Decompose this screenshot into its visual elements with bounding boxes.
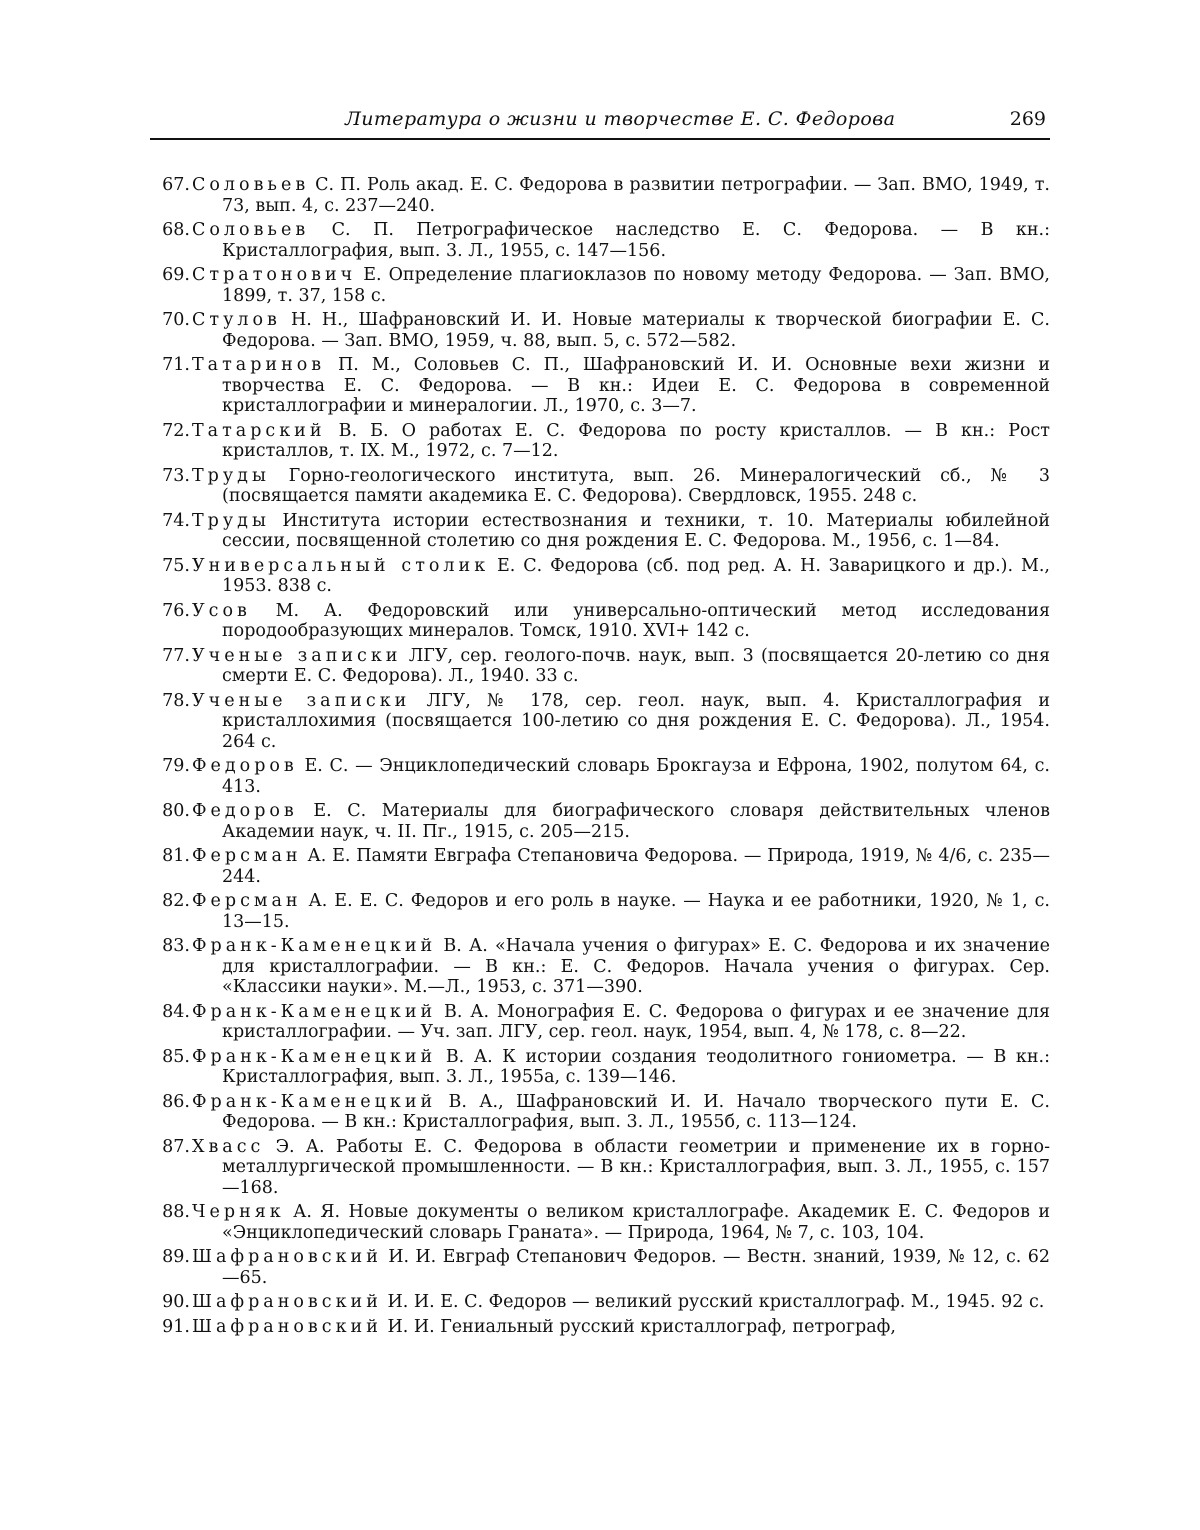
entry-citation: Горно-геологического института, вып. 26. Минералогический сб., № 3 (посвящается памяти академика Е. С. Федорова). Свердловск, 1955. 248 с. — [222, 465, 1050, 506]
entry-citation: Института истории естествознания и техники, т. 10. Материалы юбилейной сессии, посвященной столетию со дня рождения Е. С. Федорова. М., 1956, с. 1—84. — [222, 510, 1050, 551]
entry-author: Шафрановский — [192, 1316, 382, 1337]
bibliography-entry — [150, 646, 1050, 687]
entry-text — [192, 220, 1050, 261]
entry-author: Усов — [192, 600, 251, 621]
entry-text — [192, 421, 1050, 462]
entry-author: Ферсман — [192, 891, 302, 911]
entry-number: 80 . — [150, 801, 192, 842]
entry-text — [192, 601, 1050, 642]
entry-text — [192, 265, 1050, 306]
bibliography-entry — [150, 310, 1050, 351]
entry-text — [192, 846, 1050, 887]
bibliography-entry — [150, 1092, 1050, 1133]
entry-text — [192, 801, 1050, 842]
entry-text — [192, 556, 1050, 597]
bibliography-entry — [150, 421, 1050, 462]
header-rule — [150, 138, 1050, 140]
entry-citation: И. И. Гениальный русский кристаллограф, петрограф, — [387, 1316, 896, 1337]
entry-author: Татаринов — [192, 355, 326, 375]
entry-author: Соловьев — [192, 220, 310, 240]
entry-author: Труды — [192, 510, 270, 531]
entry-number: 67 . — [150, 175, 192, 216]
entry-number: 72 . — [150, 421, 192, 462]
bibliography-entry — [150, 265, 1050, 306]
entry-citation: Н. Н., Шафрановский И. И. Новые материалы к творческой биографии Е. С. Федорова. — Зап. ВМО, 1959, ч. 88, вып. 5, с. 572—582. — [222, 310, 1050, 351]
entry-number: 75 . — [150, 556, 192, 597]
entry-author: Ученые записки — [192, 645, 402, 666]
entry-author: Стулов — [192, 310, 281, 330]
entry-citation: Э. А. Работы Е. С. Федорова в области геометрии и применение их в горно-металлургической промышленности. — В кн.: Кристаллография, вып. 3. Л., 1955, с. 157—168. — [222, 1136, 1050, 1198]
bibliography-entry — [150, 936, 1050, 998]
running-head-title: Литература о жизни и творчестве Е. С. Федорова — [345, 108, 896, 130]
book-page — [150, 108, 1050, 1337]
entry-text — [192, 511, 1050, 552]
entry-number: 88 . — [150, 1202, 192, 1243]
entry-citation: С. П. Петрографическое наследство Е. С. Федорова. — В кн.: Кристаллография, вып. 3. Л., 1955, с. 147—156. — [222, 220, 1050, 261]
bibliography-entry — [150, 466, 1050, 507]
entry-text — [192, 175, 1050, 216]
entry-author: Труды — [192, 465, 270, 486]
entry-number: 69 . — [150, 265, 192, 306]
bibliography-entry — [150, 1002, 1050, 1043]
entry-citation: И. И. Евграф Степанович Федоров. — Вестн. знаний, 1939, № 12, с. 62—65. — [222, 1247, 1050, 1288]
bibliography-entry — [150, 846, 1050, 887]
entry-citation: В. А. «Начала учения о фигурах» Е. С. Федорова и их значение для кристаллографии. — В кн.: Е. С. Федоров. Начала учения о фигурах. Сер. «Классики науки». М.—Л., 1953, с. 371—390. — [222, 936, 1050, 997]
entry-citation: А. Е. Памяти Евграфа Степановича Федорова. — Природа, 1919, № 4/6, с. 235—244. — [222, 846, 1050, 887]
page-number: 269 — [1009, 108, 1046, 130]
entry-text — [192, 1047, 1050, 1088]
entry-author: Франк-Каменецкий — [192, 1091, 437, 1112]
entry-author: Франк-Каменецкий — [192, 1046, 437, 1067]
bibliography-entry — [150, 691, 1050, 753]
bibliography-entry — [150, 220, 1050, 261]
entry-author: Ферсман — [192, 846, 302, 866]
entry-author: Федоров — [192, 756, 298, 776]
entry-text — [192, 310, 1050, 351]
entry-author: Стратонович — [192, 265, 357, 285]
entry-author: Франк-Каменецкий — [192, 1001, 437, 1022]
entry-number: 81 . — [150, 846, 192, 887]
entry-number: 78 . — [150, 691, 192, 753]
entry-author: Ученые записки — [192, 690, 411, 711]
bibliography-entry — [150, 1317, 1050, 1338]
entry-text — [192, 1137, 1050, 1199]
entry-text — [192, 355, 1050, 417]
bibliography-entry — [150, 1047, 1050, 1088]
entry-number: 71 . — [150, 355, 192, 417]
entry-number: 68 . — [150, 220, 192, 261]
bibliography-entry — [150, 175, 1050, 216]
entry-citation: А. Я. Новые документы о великом кристаллографе. Академик Е. С. Федоров и «Энциклопедический словарь Граната». — Природа, 1964, № 7, с. 103, 104. — [222, 1202, 1050, 1243]
entry-citation: М. А. Федоровский или универсально-оптический метод исследования породообразующих минералов. Томск, 1910. XVI+ 142 с. — [222, 600, 1050, 641]
entry-number: 74 . — [150, 511, 192, 552]
entry-author: Универсальный столик — [192, 555, 490, 576]
entry-number: 90 . — [150, 1292, 192, 1313]
entry-text — [192, 1002, 1050, 1043]
entry-text — [192, 1247, 1050, 1288]
entry-text — [192, 691, 1050, 753]
entry-number: 73 . — [150, 466, 192, 507]
entry-citation: С. П. Роль акад. Е. С. Федорова в развитии петрографии. — Зап. ВМО, 1949, т. 73, вып. 4, с. 237—240. — [222, 175, 1050, 216]
entry-citation: ЛГУ, сер. геолого-почв. наук, вып. 3 (посвящается 20-летию со дня смерти Е. С. Федорова). Л., 1940. 33 с. — [222, 645, 1050, 686]
entry-text — [192, 646, 1050, 687]
bibliography-entry — [150, 891, 1050, 932]
entry-number: 70 . — [150, 310, 192, 351]
entry-text — [192, 1317, 1050, 1338]
entry-text — [192, 466, 1050, 507]
entry-text — [192, 756, 1050, 797]
entry-author: Федоров — [192, 801, 298, 821]
entry-author: Черняк — [192, 1202, 285, 1222]
bibliography-entry — [150, 355, 1050, 417]
bibliography-entry — [150, 601, 1050, 642]
entry-number: 84 . — [150, 1002, 192, 1043]
entry-author: Франк-Каменецкий — [192, 936, 437, 956]
entry-author: Хвасс — [192, 1136, 265, 1157]
entry-author: Шафрановский — [192, 1247, 382, 1267]
entry-number: 76 . — [150, 601, 192, 642]
entry-number: 82 . — [150, 891, 192, 932]
entry-citation: Е. Определение плагиоклазов по новому методу Федорова. — Зап. ВМО, 1899, т. 37, 158 с. — [222, 265, 1050, 306]
bibliography-entry — [150, 756, 1050, 797]
entry-citation: А. Е. Е. С. Федоров и его роль в науке. — Наука и ее работники, 1920, № 1, с. 13—15. — [222, 891, 1050, 932]
entry-text — [192, 1202, 1050, 1243]
entry-text — [192, 891, 1050, 932]
entry-text — [192, 1092, 1050, 1133]
entry-number: 79 . — [150, 756, 192, 797]
bibliography-entry — [150, 556, 1050, 597]
entry-citation: В. А., Шафрановский И. И. Начало творческого пути Е. С. Федорова. — В кн.: Кристаллография, вып. 3. Л., 1955б, с. 113—124. — [222, 1091, 1050, 1132]
entry-number: 91 . — [150, 1317, 192, 1338]
entry-citation: Е. С. Федорова (сб. под ред. А. Н. Заварицкого и др.). М., 1953. 838 с. — [222, 555, 1050, 596]
entry-citation: Е. С. — Энциклопедический словарь Брокгауза и Ефрона, 1902, полутом 64, с. 413. — [222, 756, 1050, 797]
entry-number: 86 . — [150, 1092, 192, 1133]
entry-author: Шафрановский — [192, 1292, 382, 1312]
bibliography-entry — [150, 1137, 1050, 1199]
entry-citation: Е. С. Материалы для биографического словаря действительных членов Академии наук, ч. II. Пг., 1915, с. 205—215. — [222, 801, 1050, 842]
entry-citation: П. М., Соловьев С. П., Шафрановский И. И. Основные вехи жизни и творчества Е. С. Федорова. — В кн.: Идеи Е. С. Федорова в современной кристаллографии и минералогии. Л., 1970, с. 3—7. — [222, 355, 1050, 416]
entry-number: 87 . — [150, 1137, 192, 1199]
entry-citation: И. И. Е. С. Федоров — великий русский кристаллограф. М., 1945. 92 с. — [387, 1292, 1045, 1312]
entry-number: 89 . — [150, 1247, 192, 1288]
bibliography-list — [150, 175, 1050, 1341]
entry-text — [192, 936, 1050, 998]
entry-number: 85 . — [150, 1047, 192, 1088]
entry-text — [192, 1292, 1050, 1313]
running-head — [150, 108, 1050, 138]
entry-author: Соловьев — [192, 175, 310, 195]
entry-citation: ЛГУ, № 178, сер. геол. наук, вып. 4. Кристаллография и кристаллохимия (посвящается 100-летию со дня рождения Е. С. Федорова). Л., 1954. 264 с. — [222, 690, 1050, 752]
bibliography-entry — [150, 1202, 1050, 1243]
entry-author: Татарский — [192, 420, 326, 441]
entry-number: 77 . — [150, 646, 192, 687]
bibliography-entry — [150, 511, 1050, 552]
entry-citation: В. А. К истории создания теодолитного гониометра. — В кн.: Кристаллография, вып. 3. Л., 1955а, с. 139—146. — [222, 1046, 1050, 1087]
bibliography-entry — [150, 1247, 1050, 1288]
entry-citation: В. А. Монография Е. С. Федорова о фигурах и ее значение для кристаллографии. — Уч. зап. ЛГУ, сер. геол. наук, 1954, вып. 4, № 178, с. 8—22. — [222, 1001, 1050, 1042]
entry-citation: В. Б. О работах Е. С. Федорова по росту кристаллов. — В кн.: Рост кристаллов, т. IX. М., 1972, с. 7—12. — [222, 420, 1050, 461]
bibliography-entry — [150, 801, 1050, 842]
bibliography-entry — [150, 1292, 1050, 1313]
entry-number: 83 . — [150, 936, 192, 998]
